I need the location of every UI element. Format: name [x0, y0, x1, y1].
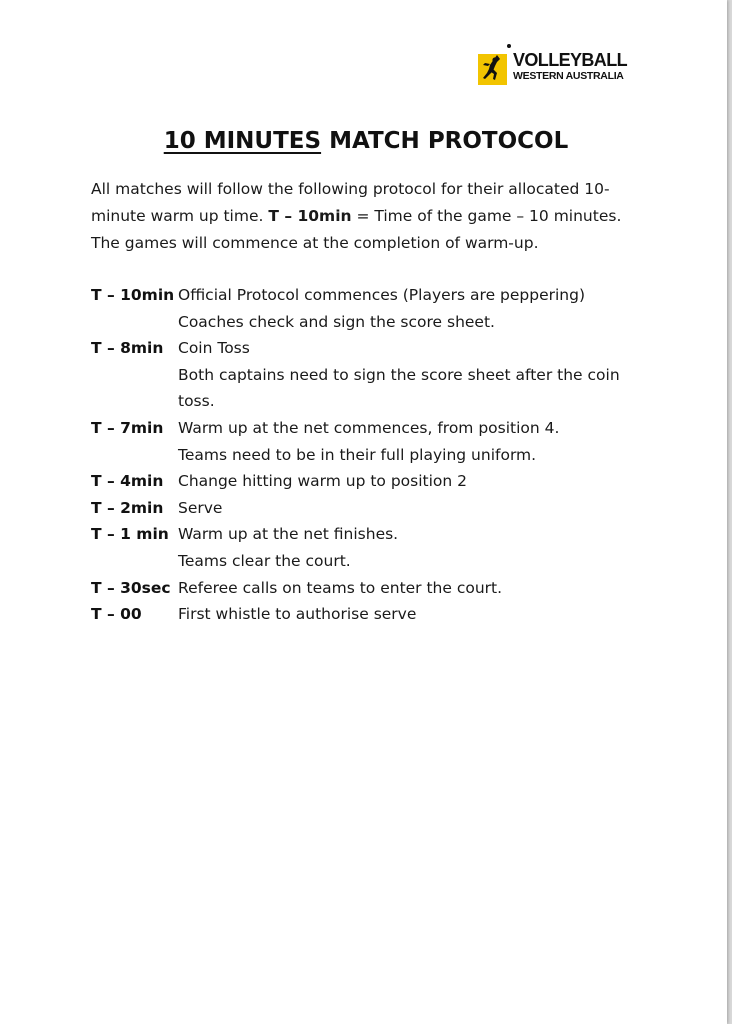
- schedule-time: T – 1 min: [91, 525, 169, 544]
- intro-line-3: The games will commence at the completion of warm-up.: [91, 234, 539, 252]
- schedule-description: [178, 521, 671, 574]
- schedule-time: T – 8min: [91, 339, 164, 358]
- intro-line-2: [91, 203, 651, 230]
- schedule-row: [91, 468, 671, 495]
- schedule-description-line: toss.: [178, 392, 215, 411]
- schedule-description-line: Coin Toss: [178, 339, 250, 358]
- schedule-description-line: Teams need to be in their full playing uniform.: [178, 445, 537, 464]
- schedule-description: [178, 415, 671, 468]
- schedule-time: T – 2min: [91, 498, 164, 517]
- schedule-time: T – 30sec: [91, 578, 171, 597]
- volleyball-wa-logo: [478, 44, 638, 88]
- schedule-description-line: Serve: [178, 498, 223, 517]
- title-underlined-part: 10 MINUTES: [163, 128, 322, 154]
- intro-line-2-post: = Time of the game – 10 minutes.: [351, 207, 622, 225]
- intro-line-1: All matches will follow the following protocol for their allocated 10-: [91, 180, 610, 198]
- schedule-description-line: Coaches check and sign the score sheet.: [178, 312, 495, 331]
- logo-text-western-australia: WESTERN AUSTRALIA: [513, 70, 624, 82]
- schedule-row: [91, 495, 671, 522]
- schedule-description: [178, 282, 671, 335]
- schedule-time: T – 10min: [91, 286, 175, 304]
- schedule-description-line: Referee calls on teams to enter the court.: [178, 578, 503, 597]
- volleyball-dot-icon: [507, 44, 511, 48]
- schedule-description: [178, 335, 671, 415]
- protocol-schedule: [91, 282, 671, 628]
- schedule-row: [91, 335, 671, 415]
- intro-line-2-bold: T – 10min: [268, 207, 352, 225]
- schedule-row: [91, 575, 671, 602]
- title-rest: MATCH PROTOCOL: [321, 128, 569, 154]
- schedule-description-line: Official Protocol commences (Players are peppering): [178, 286, 586, 304]
- intro-paragraph: [91, 176, 651, 257]
- schedule-row: [91, 521, 671, 574]
- page-title: [0, 126, 732, 156]
- schedule-description: [178, 468, 671, 495]
- volleyball-player-icon: [478, 54, 507, 85]
- schedule-description-line: Warm up at the net commences, from position 4.: [178, 418, 560, 437]
- schedule-time: T – 7min: [91, 418, 164, 437]
- schedule-description-line: First whistle to authorise serve: [178, 605, 417, 624]
- schedule-time: T – 00: [91, 605, 142, 624]
- schedule-description: [178, 575, 671, 602]
- schedule-description: [178, 601, 671, 628]
- schedule-row: [91, 601, 671, 628]
- schedule-time: T – 4min: [91, 472, 164, 491]
- schedule-description: [178, 495, 671, 522]
- schedule-description-line: Change hitting warm up to position 2: [178, 472, 468, 491]
- schedule-description-line: Both captains need to sign the score sheet after the coin: [178, 365, 620, 384]
- logo-text-volleyball: VOLLEYBALL: [513, 50, 627, 70]
- schedule-row: [91, 415, 671, 468]
- intro-line-2-pre: minute warm up time.: [91, 207, 269, 225]
- schedule-row: [91, 282, 671, 335]
- schedule-description-line: Teams clear the court.: [178, 551, 351, 570]
- schedule-description-line: Warm up at the net finishes.: [178, 525, 399, 544]
- player-silhouette-icon: [478, 54, 507, 85]
